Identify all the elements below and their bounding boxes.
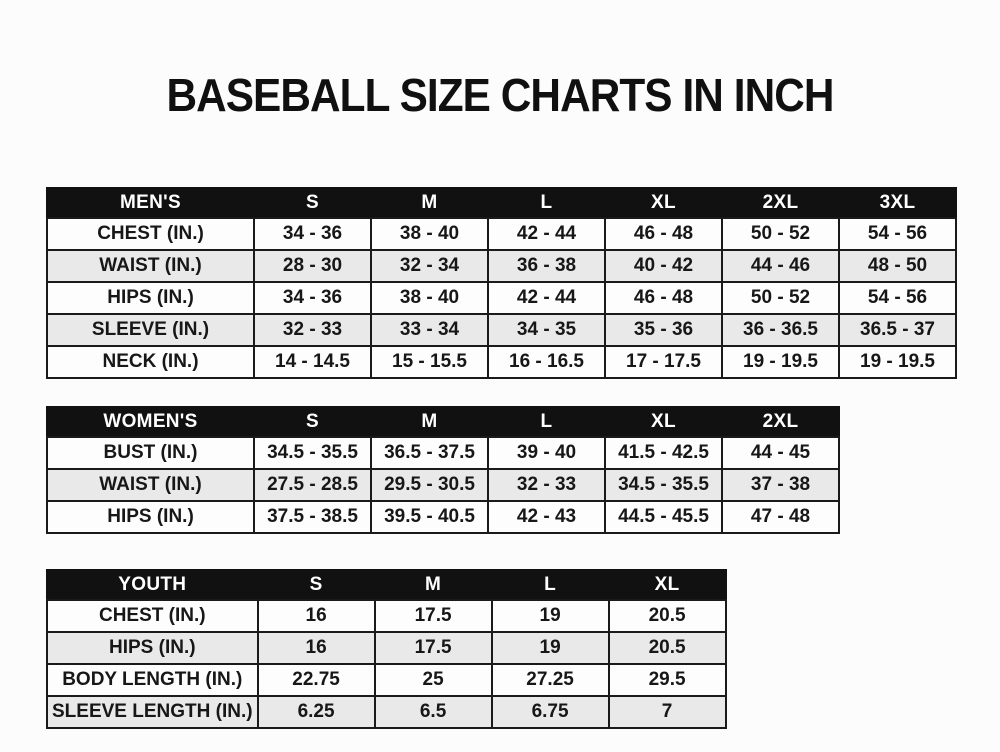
size-value-cell: 34 - 36 — [254, 218, 371, 250]
size-value-cell: 19 — [492, 600, 609, 632]
size-value-cell: 34 - 35 — [488, 314, 605, 346]
measurement-row — [47, 600, 726, 632]
size-value-cell: 6.5 — [375, 696, 492, 728]
size-value-cell: 38 - 40 — [371, 218, 488, 250]
size-value-cell: 54 - 56 — [839, 282, 956, 314]
size-value-cell: 39.5 - 40.5 — [371, 501, 488, 533]
size-value-cell: 15 - 15.5 — [371, 346, 488, 378]
size-value-cell: 42 - 44 — [488, 218, 605, 250]
size-column-header: S — [258, 570, 375, 600]
size-value-cell: 36.5 - 37 — [839, 314, 956, 346]
page-title: BASEBALL SIZE CHARTS IN INCH — [166, 69, 834, 121]
size-value-cell: 54 - 56 — [839, 218, 956, 250]
size-value-cell: 7 — [609, 696, 726, 728]
size-value-cell: 34 - 36 — [254, 282, 371, 314]
row-label: BODY LENGTH (IN.) — [47, 664, 258, 696]
size-value-cell: 44 - 45 — [722, 437, 839, 469]
size-value-cell: 38 - 40 — [371, 282, 488, 314]
size-value-cell: 32 - 33 — [488, 469, 605, 501]
size-value-cell: 37.5 - 38.5 — [254, 501, 371, 533]
size-value-cell: 50 - 52 — [722, 218, 839, 250]
size-value-cell: 20.5 — [609, 632, 726, 664]
measurement-row — [47, 282, 956, 314]
row-label: SLEEVE LENGTH (IN.) — [47, 696, 258, 728]
size-column-header: L — [488, 188, 605, 218]
size-value-cell: 16 — [258, 600, 375, 632]
measurement-row — [47, 218, 956, 250]
size-value-cell: 25 — [375, 664, 492, 696]
size-value-cell: 36 - 38 — [488, 250, 605, 282]
size-value-cell: 33 - 34 — [371, 314, 488, 346]
size-value-cell: 37 - 38 — [722, 469, 839, 501]
size-value-cell: 6.25 — [258, 696, 375, 728]
measurement-row — [47, 437, 839, 469]
size-value-cell: 27.25 — [492, 664, 609, 696]
size-value-cell: 50 - 52 — [722, 282, 839, 314]
size-value-cell: 16 - 16.5 — [488, 346, 605, 378]
size-value-cell: 34.5 - 35.5 — [605, 469, 722, 501]
size-value-cell: 42 - 44 — [488, 282, 605, 314]
size-column-header: M — [375, 570, 492, 600]
size-value-cell: 19 - 19.5 — [839, 346, 956, 378]
womens-table-title: WOMEN'S — [47, 407, 254, 437]
size-value-cell: 48 - 50 — [839, 250, 956, 282]
size-value-cell: 47 - 48 — [722, 501, 839, 533]
size-value-cell: 35 - 36 — [605, 314, 722, 346]
youth-table-title: YOUTH — [47, 570, 258, 600]
measurement-row — [47, 664, 726, 696]
size-value-cell: 22.75 — [258, 664, 375, 696]
mens-size-table — [46, 187, 957, 379]
row-label: CHEST (IN.) — [47, 218, 254, 250]
size-value-cell: 44 - 46 — [722, 250, 839, 282]
size-value-cell: 20.5 — [609, 600, 726, 632]
size-column-header: L — [492, 570, 609, 600]
size-value-cell: 29.5 — [609, 664, 726, 696]
size-column-header: XL — [609, 570, 726, 600]
womens-size-table — [46, 406, 840, 534]
size-value-cell: 41.5 - 42.5 — [605, 437, 722, 469]
size-column-header: 2XL — [722, 188, 839, 218]
size-value-cell: 6.75 — [492, 696, 609, 728]
size-column-header: M — [371, 188, 488, 218]
mens-table-title: MEN'S — [47, 188, 254, 218]
row-label: WAIST (IN.) — [47, 250, 254, 282]
row-label: CHEST (IN.) — [47, 600, 258, 632]
size-column-header: S — [254, 407, 371, 437]
size-value-cell: 36 - 36.5 — [722, 314, 839, 346]
size-value-cell: 46 - 48 — [605, 282, 722, 314]
row-label: SLEEVE (IN.) — [47, 314, 254, 346]
measurement-row — [47, 632, 726, 664]
youth-header-row — [47, 570, 726, 600]
measurement-row — [47, 314, 956, 346]
size-value-cell: 14 - 14.5 — [254, 346, 371, 378]
row-label: NECK (IN.) — [47, 346, 254, 378]
size-value-cell: 40 - 42 — [605, 250, 722, 282]
row-label: HIPS (IN.) — [47, 501, 254, 533]
size-value-cell: 36.5 - 37.5 — [371, 437, 488, 469]
size-column-header: XL — [605, 188, 722, 218]
size-value-cell: 19 — [492, 632, 609, 664]
size-value-cell: 29.5 - 30.5 — [371, 469, 488, 501]
size-column-header: 2XL — [722, 407, 839, 437]
youth-size-table — [46, 569, 727, 729]
size-column-header: L — [488, 407, 605, 437]
size-value-cell: 28 - 30 — [254, 250, 371, 282]
row-label: HIPS (IN.) — [47, 282, 254, 314]
size-column-header: 3XL — [839, 188, 956, 218]
size-value-cell: 17.5 — [375, 600, 492, 632]
size-column-header: S — [254, 188, 371, 218]
size-value-cell: 39 - 40 — [488, 437, 605, 469]
size-value-cell: 44.5 - 45.5 — [605, 501, 722, 533]
row-label: WAIST (IN.) — [47, 469, 254, 501]
row-label: BUST (IN.) — [47, 437, 254, 469]
size-value-cell: 17 - 17.5 — [605, 346, 722, 378]
size-value-cell: 34.5 - 35.5 — [254, 437, 371, 469]
size-value-cell: 42 - 43 — [488, 501, 605, 533]
size-value-cell: 32 - 33 — [254, 314, 371, 346]
size-column-header: XL — [605, 407, 722, 437]
womens-header-row — [47, 407, 839, 437]
measurement-row — [47, 346, 956, 378]
size-value-cell: 32 - 34 — [371, 250, 488, 282]
size-value-cell: 17.5 — [375, 632, 492, 664]
size-value-cell: 27.5 - 28.5 — [254, 469, 371, 501]
size-value-cell: 46 - 48 — [605, 218, 722, 250]
row-label: HIPS (IN.) — [47, 632, 258, 664]
measurement-row — [47, 250, 956, 282]
mens-header-row — [47, 188, 956, 218]
size-value-cell: 16 — [258, 632, 375, 664]
size-column-header: M — [371, 407, 488, 437]
measurement-row — [47, 501, 839, 533]
size-value-cell: 19 - 19.5 — [722, 346, 839, 378]
measurement-row — [47, 696, 726, 728]
measurement-row — [47, 469, 839, 501]
